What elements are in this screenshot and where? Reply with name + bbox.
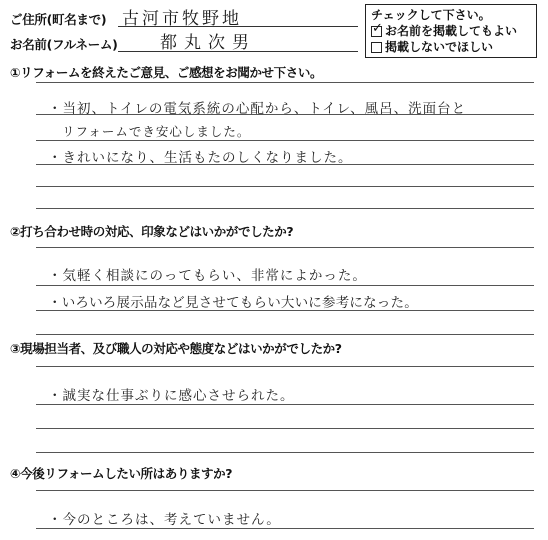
answer-line [36, 404, 534, 405]
name-label: お名前(フルネーム) [10, 37, 118, 52]
question-4: ④今後リフォームしたい所はありますか? [10, 466, 233, 481]
name-underline [118, 51, 358, 52]
question-3: ③現場担当者、及び職人の対応や態度などはいかがでしたか? [10, 341, 342, 356]
answer-line [36, 82, 534, 83]
question-1: ①リフォームを終えたご意見、ご感想をお聞かせ下さい。 [10, 65, 323, 80]
answer-line [36, 186, 534, 187]
answer-1-line-2: リフォームでき安心しました。 [62, 124, 251, 139]
answer-line [36, 366, 534, 367]
answer-2-line-2: ・いろいろ展示品など見させてもらい大いに参考になった。 [48, 295, 418, 311]
answer-1-line-1: ・当初、トイレの電気系統の心配から、トイレ、風呂、洗面台と [48, 101, 467, 117]
answer-3-line-1: ・誠実な仕事ぶりに感心させられた。 [48, 388, 295, 404]
answer-line [36, 490, 534, 491]
answer-line [36, 140, 534, 141]
option-do-not-publish[interactable] [371, 39, 531, 55]
option-publish-name-label: お名前を掲載してもよい [385, 24, 518, 38]
answer-line [36, 164, 534, 165]
check-panel-title: チェックして下さい。 [371, 8, 491, 22]
name-value: 都丸次男 [160, 33, 256, 53]
option-do-not-publish-label: 掲載しないでほしい [385, 40, 494, 54]
answer-4-line-1: ・今のところは、考えていません。 [48, 512, 281, 528]
address-underline [118, 26, 358, 27]
checkbox-do-not-publish[interactable] [371, 42, 382, 53]
address-value: 古河市牧野地 [122, 9, 242, 29]
question-2: ②打ち合わせ時の対応、印象などはいかがでしたか? [10, 224, 294, 239]
answer-line [36, 428, 534, 429]
publish-consent-panel [365, 4, 537, 58]
answer-2-line-1: ・気軽く相談にのってもらい、非常によかった。 [48, 268, 367, 284]
answer-line [36, 310, 534, 311]
answer-line [36, 334, 534, 335]
address-label: ご住所(町名まで) [10, 12, 107, 27]
answer-line [36, 452, 534, 453]
checkbox-publish-name[interactable] [371, 20, 383, 37]
answer-line [36, 285, 534, 286]
answer-1-line-3: ・きれいになり、生活もたのしくなりました。 [48, 150, 353, 166]
answer-line [36, 208, 534, 209]
answer-line [36, 247, 534, 248]
answer-line [36, 528, 534, 529]
option-publish-name[interactable] [371, 20, 531, 39]
answer-line [36, 114, 534, 115]
check-mark-icon: ✓ [372, 20, 383, 36]
